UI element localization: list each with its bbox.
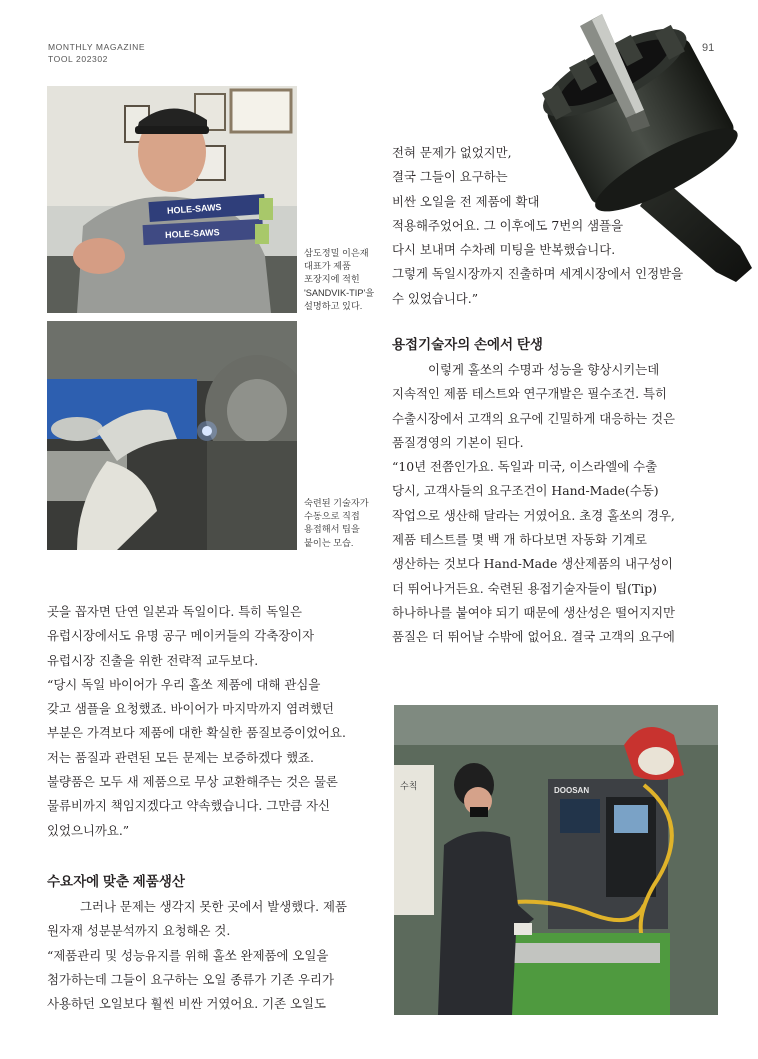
page-number: 91 [702, 42, 715, 54]
section1-body [392, 358, 675, 650]
caption-line: 수동으로 직접 [304, 511, 360, 522]
caption-line: 대표가 제품 [304, 261, 351, 272]
text-line: 유럽시장 진출을 위한 전략적 교두보다. [47, 652, 259, 668]
text-line: 하나하나를 붙여야 되기 때문에 생산성은 떨어지지만 [392, 604, 676, 620]
text-line: 품질은 더 뛰어날 수밖에 없어요. 결국 고객의 요구에 [392, 629, 675, 645]
text-line: 그렇게 독일시장까지 진출하며 세계시장에서 인정받을 [392, 266, 684, 282]
section-heading-custom-production: 수요자에 맞춘 제품생산 [47, 874, 185, 889]
text-line: 전혀 문제가 없었지만, [392, 145, 512, 160]
text-line: 곳을 꼽자면 단연 일본과 독일이다. 특히 독일은 [47, 604, 302, 619]
text-line: “제품관리 및 성능유지를 위해 홀쏘 완제품에 오일을 [47, 947, 329, 963]
text-line: 그러나 문제는 생각지 못한 곳에서 발생했다. 제품 [80, 899, 347, 914]
text-line: 결국 그들이 요구하는 [392, 169, 508, 185]
text-line: 있었으니까요.” [47, 822, 130, 838]
text-line: 더 뛰어나거든요. 숙련된 용접기술자들이 팁(Tip) [392, 580, 657, 596]
welding-photo [47, 321, 297, 550]
text-line: “10년 전쯤인가요. 독일과 미국, 이스라엘에 수출 [392, 459, 658, 475]
text-line: 생산하는 것보다 Hand-Made 생산제품의 내구성이 [392, 556, 673, 572]
text-line: 제품 테스트를 몇 백 개 하다보면 자동화 기계로 [392, 532, 647, 548]
text-line: “당시 독일 바이어가 우리 홀쏘 제품에 대해 관심을 [47, 676, 321, 692]
text-line: 저는 품질과 관련된 모든 문제는 보증하겠다 했죠. [47, 749, 314, 765]
body-text-left [47, 600, 346, 843]
text-line: 갖고 샘플을 요청했죠. 바이어가 마지막까지 염려했던 [47, 701, 334, 717]
text-line: 사용하던 오일보다 훨씬 비싼 거였어요. 기존 오일도 [47, 996, 326, 1012]
magazine-header [48, 41, 145, 65]
text-line: 첨가하는데 그들이 요구하는 오일 종류가 기존 우리가 [47, 971, 334, 987]
caption-line: 용접해서 팁을 [304, 524, 360, 535]
text-line: 다시 보내며 수차례 미팅을 반복했습니다. [392, 242, 616, 258]
photo1-caption [304, 247, 374, 313]
text-line: 적용해주었어요. 그 이후에도 7번의 샘플을 [392, 217, 624, 233]
cnc-machine-photo [394, 705, 718, 1015]
magazine-name: MONTHLY MAGAZINE [48, 42, 146, 52]
caption-line: 포장지에 적힌 [304, 274, 360, 285]
section-heading-welding: 용접기술자의 손에서 탄생 [392, 337, 543, 352]
caption-line: 삼도정밀 이은재 [304, 248, 369, 258]
text-line: 당시, 고객사들의 요구조건이 Hand-Made(수동) [392, 483, 659, 499]
photo2-caption [304, 497, 369, 550]
product-label-2: HOLE-SAWS [164, 227, 220, 240]
text-line: 수출시장에서 고객의 요구에 긴밀하게 대응하는 것은 [392, 410, 676, 426]
text-line: 불량품은 모두 새 제품으로 무상 교환해주는 것은 물론 [47, 774, 338, 790]
product-label-1: HOLE-SAWS [166, 201, 222, 216]
text-line: 부분은 가격보다 제품에 대한 확실한 품질보증이었어요. [47, 725, 346, 741]
text-line: 작업으로 생산해 달라는 거였어요. 초경 홀쏘의 경우, [392, 507, 675, 523]
poster-text: 수칙 [400, 781, 418, 791]
caption-line: 'SANDVIK-TIP'을 [304, 287, 375, 298]
text-line: 품질경영의 기본이 된다. [392, 434, 524, 450]
text-line: 수 있었습니다.” [392, 290, 479, 306]
text-line: 이렇게 홀쏘의 수명과 성능을 향상시키는데 [428, 362, 660, 377]
caption-line: 숙련된 기술자가 [304, 498, 369, 508]
text-line: 원자재 성분분석까지 요청해온 것. [47, 923, 231, 939]
issue-label: TOOL 202302 [48, 54, 108, 64]
caption-line: 설명하고 있다. [304, 300, 363, 311]
caption-line: 붙이는 모습. [304, 537, 354, 548]
ceo-photo [47, 86, 297, 313]
text-line: 물류비까지 책임지겠다고 약속했습니다. 그만큼 자신 [47, 798, 331, 814]
text-line: 비싼 오일을 전 제품에 확대 [392, 193, 540, 209]
machine-brand-label: DOOSAN [554, 786, 590, 795]
text-line: 지속적인 제품 테스트와 연구개발은 필수조건. 특히 [392, 386, 667, 402]
body-text-right-top [392, 141, 683, 311]
section2-body [47, 895, 347, 1016]
text-line: 유럽시장에서도 유명 공구 메이커들의 각축장이자 [47, 628, 315, 644]
